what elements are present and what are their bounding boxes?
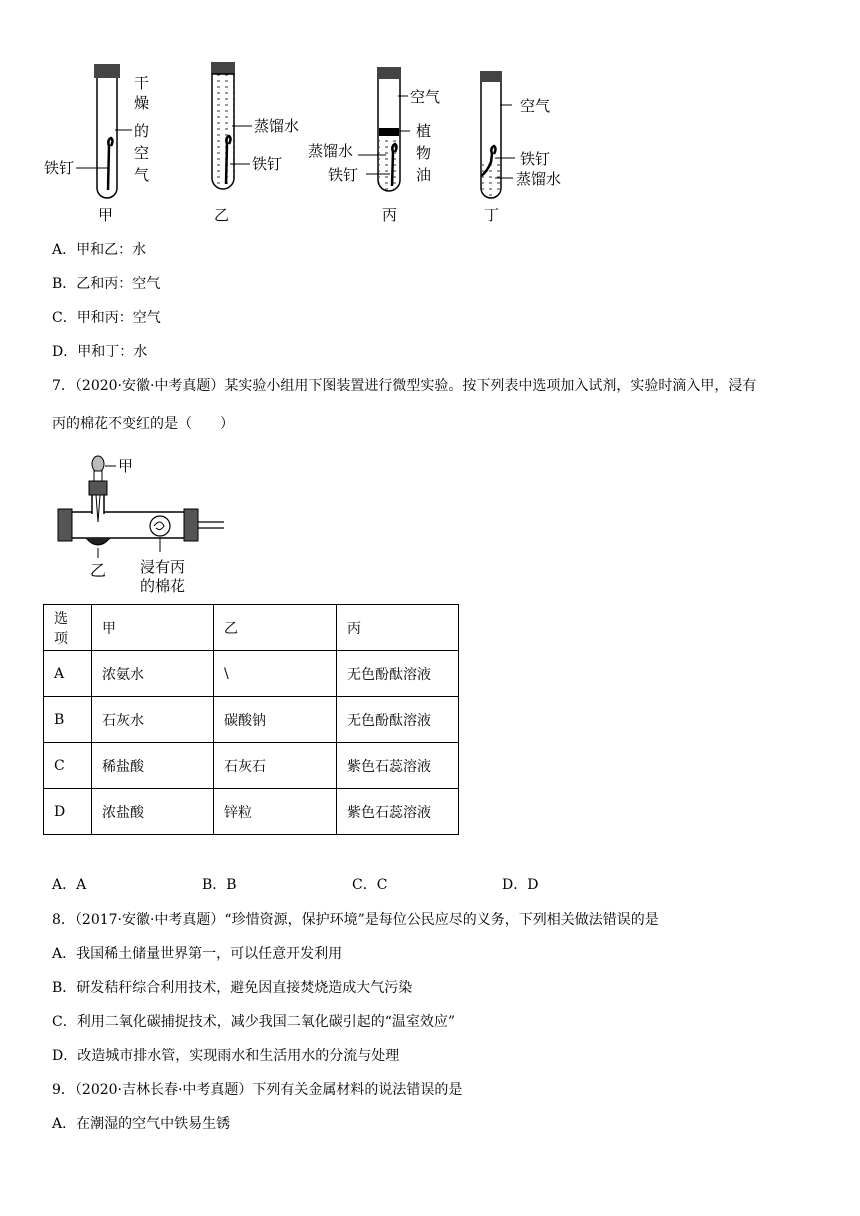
svg-text:的棉花: 的棉花 <box>140 577 186 595</box>
table-row <box>44 743 459 789</box>
q8-stem: 8．（2017·安徽·中考真题）“珍惜资源，保护环境”是每位公民应尽的义务，下列相关做法错误的是 <box>52 912 659 928</box>
svg-text:铁钉: 铁钉 <box>328 166 359 184</box>
svg-text:铁钉: 铁钉 <box>252 155 283 173</box>
svg-text:的: 的 <box>134 122 150 140</box>
table-cell: 碳酸钠 <box>214 697 337 743</box>
label-dry: 干 <box>134 74 150 92</box>
q6-option-a: A．甲和乙：水 <box>52 242 147 258</box>
table-header-row <box>44 605 459 651</box>
q7-stem-line2: 丙的棉花不变红的是（ ） <box>52 416 234 432</box>
table-cell: 无色酚酞溶液 <box>337 697 459 743</box>
table-cell: 丙 <box>337 605 459 651</box>
q9-stem: 9．（2020·吉林长春·中考真题）下列有关金属材料的说法错误的是 <box>52 1082 463 1098</box>
table-cell: 紫色石蕊溶液 <box>337 743 459 789</box>
table-cell: C <box>44 743 92 789</box>
table-row <box>44 651 459 697</box>
svg-text:燥: 燥 <box>134 94 150 112</box>
test-tubes-figure <box>40 60 600 225</box>
table-cell: 甲 <box>92 605 214 651</box>
q6-option-c: C．甲和丙：空气 <box>52 310 161 326</box>
label-nail: 铁钉 <box>44 159 75 177</box>
q8-option-a: A．我国稀土储量世界第一，可以任意开发利用 <box>52 946 343 962</box>
q7-choice-b: B．B <box>202 877 237 893</box>
table-cell: 浓盐酸 <box>92 789 214 835</box>
q8-option-c: C．利用二氧化碳捕捉技术，减少我国二氧化碳引起的“温室效应” <box>52 1014 456 1030</box>
q8-option-b: B．研发秸秆综合利用技术，避免因直接焚烧造成大气污染 <box>52 980 413 996</box>
table-cell: B <box>44 697 92 743</box>
tube-caption: 甲 <box>98 206 114 224</box>
q6-option-d: D．甲和丁：水 <box>52 344 148 360</box>
q7-options-table <box>43 604 459 835</box>
table-cell: 无色酚酞溶液 <box>337 651 459 697</box>
table-cell: 稀盐酸 <box>92 743 214 789</box>
table-cell: D <box>44 789 92 835</box>
svg-text:蒸馏水: 蒸馏水 <box>254 117 300 135</box>
table-cell: \ <box>214 651 337 697</box>
table-cell: 选项 <box>44 605 92 651</box>
tube-ding <box>480 71 561 224</box>
q7-stem-line1: 7．（2020·安徽·中考真题）某实验小组用下图装置进行微型实验。按下列表中选项加入试剂，实验时滴入甲，浸有 <box>52 378 757 394</box>
svg-text:铁钉: 铁钉 <box>520 150 551 168</box>
q7-choice-d: D．D <box>502 877 539 893</box>
table-cell: 乙 <box>214 605 337 651</box>
svg-text:空气: 空气 <box>410 88 441 106</box>
table-cell: 浓氨水 <box>92 651 214 697</box>
tube-jia <box>44 64 149 224</box>
svg-text:蒸馏水: 蒸馏水 <box>308 142 354 160</box>
svg-text:空: 空 <box>134 144 150 162</box>
svg-text:植: 植 <box>416 122 432 140</box>
nail-icon <box>108 138 113 190</box>
svg-text:乙: 乙 <box>90 561 107 580</box>
svg-text:蒸馏水: 蒸馏水 <box>516 170 562 188</box>
table-cell: A <box>44 651 92 697</box>
tube-caption: 丙 <box>382 206 398 224</box>
table-row <box>44 789 459 835</box>
svg-text:物: 物 <box>416 144 432 162</box>
tube-caption: 丁 <box>484 206 500 224</box>
table-cell: 石灰水 <box>92 697 214 743</box>
q8-option-d: D．改造城市排水管，实现雨水和生活用水的分流与处理 <box>52 1048 400 1064</box>
table-cell: 石灰石 <box>214 743 337 789</box>
q7-choice-a: A．A <box>52 877 87 893</box>
tube-caption: 乙 <box>214 206 230 224</box>
microscale-apparatus-figure <box>56 452 236 598</box>
table-cell: 紫色石蕊溶液 <box>337 789 459 835</box>
svg-text:浸有丙: 浸有丙 <box>140 558 186 576</box>
svg-text:甲: 甲 <box>118 457 134 475</box>
svg-text:空气: 空气 <box>520 97 551 115</box>
svg-text:气: 气 <box>134 166 150 184</box>
dropper-icon <box>92 456 104 472</box>
svg-text:油: 油 <box>416 166 432 184</box>
tube-yi <box>211 62 299 224</box>
cotton-icon <box>150 516 170 536</box>
tube-bing <box>308 67 440 224</box>
q9-option-a: A．在潮湿的空气中铁易生锈 <box>52 1116 231 1132</box>
table-row <box>44 697 459 743</box>
table-cell: 锌粒 <box>214 789 337 835</box>
q6-option-b: B．乙和丙：空气 <box>52 276 161 292</box>
q7-choice-c: C．C <box>352 877 388 893</box>
